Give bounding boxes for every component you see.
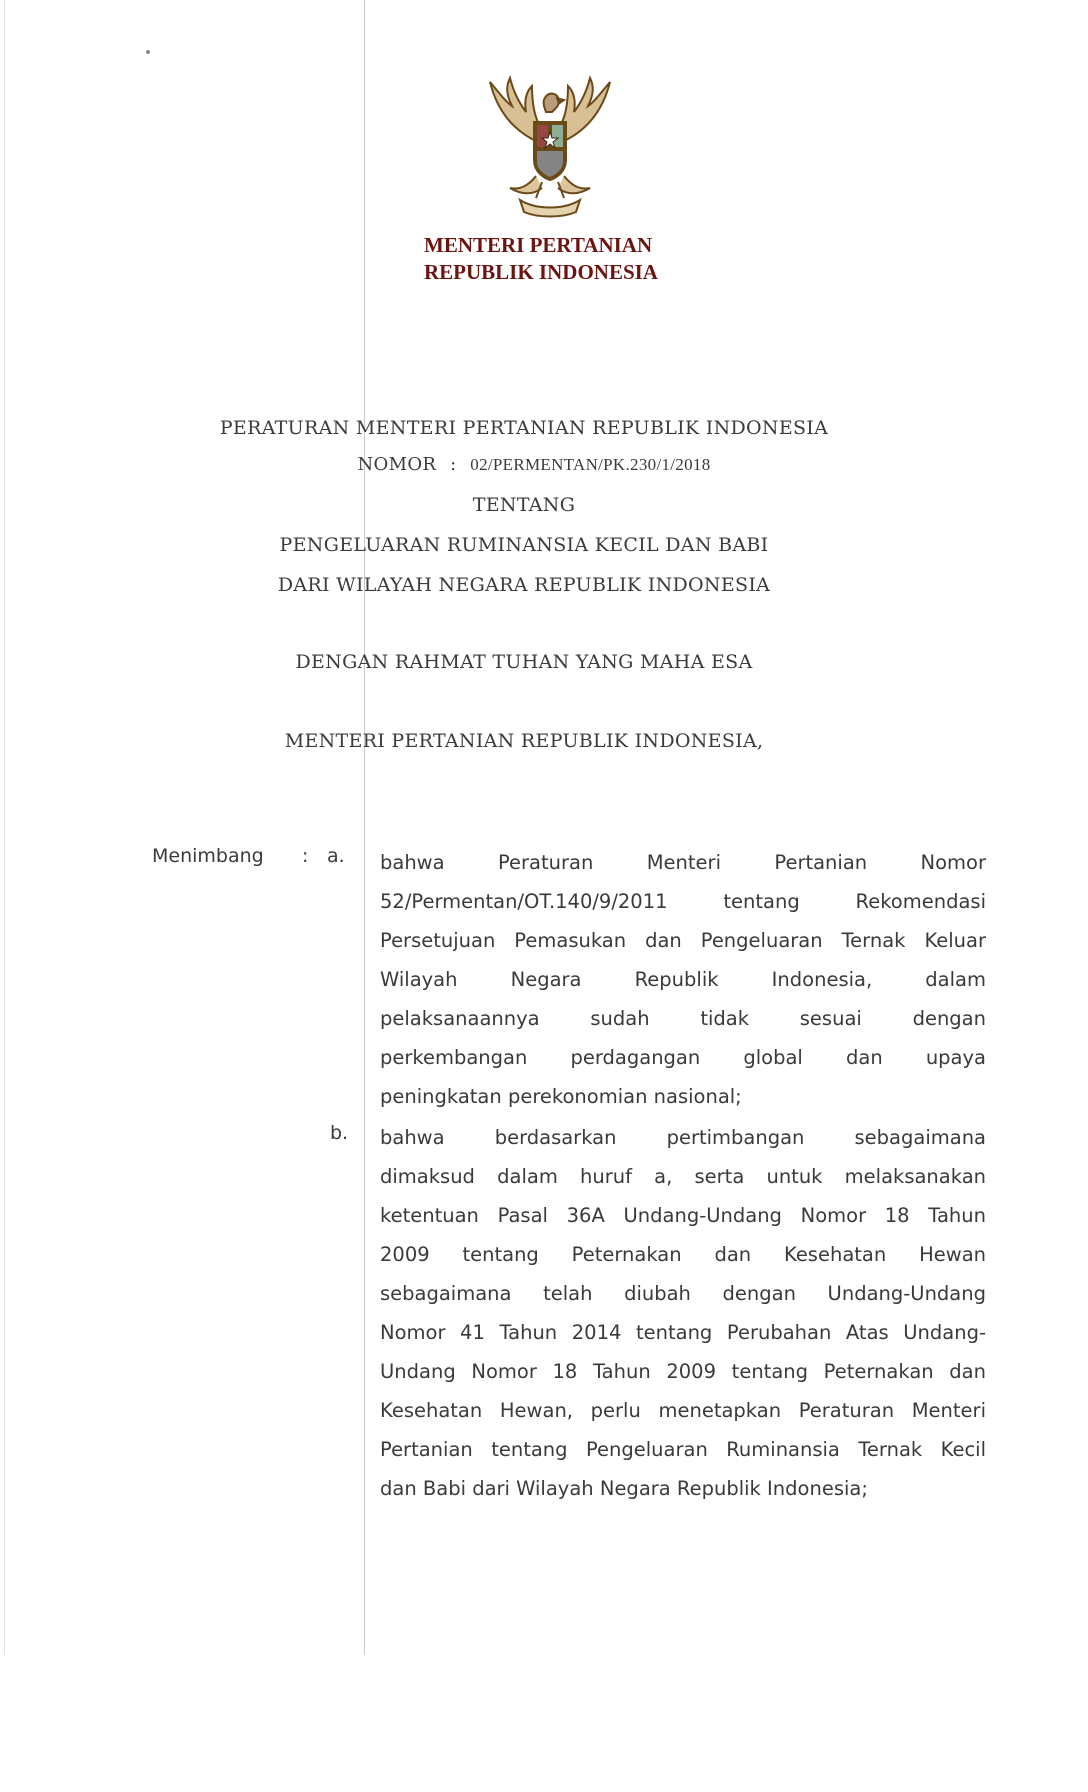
paragraph-line: dan Babi dari Wilayah Negara Republik Indonesia; bbox=[380, 1477, 868, 1500]
menimbang-item-b-text bbox=[380, 1118, 986, 1508]
scan-speck bbox=[146, 50, 150, 54]
paragraph-line: dimaksud dalam huruf a, serta untuk melaksanakan bbox=[380, 1165, 986, 1188]
regulation-number-line bbox=[0, 454, 1078, 475]
paragraph-line: peningkatan perekonomian nasional; bbox=[380, 1085, 742, 1108]
paragraph-line: sebagaimana telah diubah dengan Undang-Undang bbox=[380, 1282, 986, 1305]
paragraph-line: ketentuan Pasal 36A Undang-Undang Nomor 18 Tahun bbox=[380, 1204, 986, 1227]
menimbang-item-a-text bbox=[380, 843, 986, 1116]
letterhead-line1: MENTERI PERTANIAN bbox=[424, 233, 653, 257]
menimbang-label: Menimbang bbox=[152, 845, 264, 867]
subject-line2: DARI WILAYAH NEGARA REPUBLIK INDONESIA bbox=[277, 574, 771, 596]
paragraph-line: 52/Permentan/OT.140/9/2011 tentang Rekomendasi bbox=[380, 890, 986, 913]
letterhead-line2: REPUBLIK INDONESIA bbox=[424, 260, 658, 284]
paragraph-line: bahwa berdasarkan pertimbangan sebagaimana bbox=[380, 1126, 986, 1149]
scan-edge-line bbox=[4, 0, 5, 1655]
garuda-emblem-icon bbox=[476, 72, 624, 222]
paragraph-line: perkembangan perdagangan global dan upaya bbox=[380, 1046, 986, 1069]
nomor-separator: : bbox=[450, 454, 457, 475]
nomor-value: 02/PERMENTAN/PK.230/1/2018 bbox=[470, 455, 711, 474]
scan-fold-line bbox=[364, 0, 365, 1655]
paragraph-line: Pertanian tentang Pengeluaran Ruminansia Ternak Kecil bbox=[380, 1438, 986, 1461]
paragraph-line: Undang Nomor 18 Tahun 2009 tentang Peternakan dan bbox=[380, 1360, 986, 1383]
tentang-heading: TENTANG bbox=[472, 494, 576, 516]
nomor-label: NOMOR bbox=[357, 454, 437, 475]
paragraph-line: pelaksanaannya sudah tidak sesuai dengan bbox=[380, 1007, 986, 1030]
paragraph-line: Wilayah Negara Republik Indonesia, dalam bbox=[380, 968, 986, 991]
paragraph-line: Persetujuan Pemasukan dan Pengeluaran Ternak Keluar bbox=[380, 929, 986, 952]
item-a-marker: a. bbox=[327, 845, 345, 867]
preamble-menteri: MENTERI PERTANIAN REPUBLIK INDONESIA, bbox=[284, 730, 764, 752]
preamble-rahmat: DENGAN RAHMAT TUHAN YANG MAHA ESA bbox=[295, 651, 753, 673]
menimbang-separator: : bbox=[302, 845, 309, 867]
subject-line1: PENGELUARAN RUMINANSIA KECIL DAN BABI bbox=[279, 534, 769, 556]
regulation-title: PERATURAN MENTERI PERTANIAN REPUBLIK INDONESIA bbox=[219, 417, 829, 439]
paragraph-line: Kesehatan Hewan, perlu menetapkan Peraturan Menteri bbox=[380, 1399, 986, 1422]
item-b-marker: b. bbox=[330, 1122, 349, 1144]
paragraph-line: Nomor 41 Tahun 2014 tentang Perubahan Atas Undang- bbox=[380, 1321, 986, 1344]
paragraph-line: 2009 tentang Peternakan dan Kesehatan Hewan bbox=[380, 1243, 986, 1266]
paragraph-line: bahwa Peraturan Menteri Pertanian Nomor bbox=[380, 851, 986, 874]
